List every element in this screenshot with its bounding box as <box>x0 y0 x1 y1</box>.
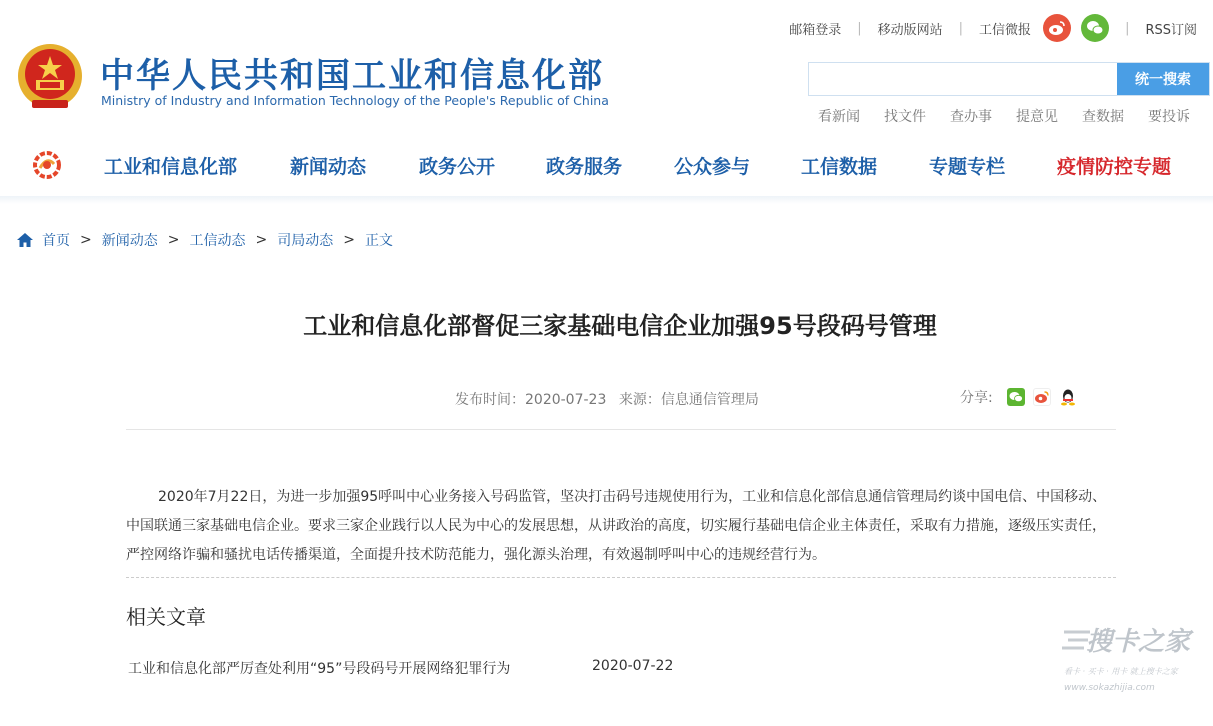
quick-link-news[interactable]: 看新闻 <box>818 109 860 125</box>
rss-link[interactable]: RSS订阅 <box>1145 22 1197 38</box>
breadcrumb-news[interactable]: 新闻动态 <box>101 233 158 249</box>
article-meta <box>455 389 759 409</box>
share-label: 分享: <box>960 390 993 406</box>
breadcrumb-current: 正文 <box>364 233 393 249</box>
breadcrumb-separator: > <box>167 232 180 248</box>
source-value: 信息通信管理局 <box>660 392 759 408</box>
nav-public-participation[interactable]: 公众参与 <box>674 156 751 178</box>
ministry-name-cn: 中华人民共和国工业和信息化部 <box>100 56 604 96</box>
mobile-site-link[interactable]: 移动版网站 <box>877 22 943 38</box>
share-wechat-icon[interactable] <box>1007 388 1025 406</box>
source-label: 来源： <box>618 392 661 408</box>
weibo-news-link[interactable]: 工信微报 <box>979 22 1032 38</box>
watermark-brand: 搜卡之家 <box>1086 627 1191 657</box>
related-article-date: 2020-07-22 <box>592 658 674 674</box>
separator: | <box>857 20 862 36</box>
breadcrumb-separator: > <box>343 232 355 248</box>
breadcrumb <box>16 230 393 250</box>
top-links <box>789 16 1197 40</box>
breadcrumb-home[interactable]: 首页 <box>42 233 70 249</box>
home-icon[interactable] <box>16 232 34 248</box>
watermark-tagline: 看卡 · 买卡 · 用卡 就上搜卡之家 <box>1064 667 1178 676</box>
related-heading: 相关文章 <box>126 605 206 629</box>
article-body: 2020年7月22日，为进一步加强95呼叫中心业务接入号码监管，坚决打击码号违规使用行为，工业和信息化部信息通信管理局约谈中国电信、中国移动、中国联通三家基础电信企业。要求三家企业践行以人民为中心的发展思想，从讲政治的高度，切实履行基础电信企业主体责任，采取有力措施，逐级压实责任，严控网络诈骗和骚扰电话传播渠道，全面提升技术防范能力，强化源头治理，有效遏制呼叫中心的违规经营行为。 <box>126 489 1107 563</box>
separator: | <box>958 20 964 36</box>
national-emblem-logo[interactable] <box>16 42 84 112</box>
share-weibo-icon[interactable] <box>1033 388 1051 406</box>
nav-ministry[interactable]: 工业和信息化部 <box>104 156 238 178</box>
breadcrumb-separator: > <box>255 232 268 248</box>
nav-special-topics[interactable]: 专题专栏 <box>929 156 1006 178</box>
ministry-name-en: Ministry of Industry and Information Technology of the People's Republic of China <box>101 93 609 108</box>
body-divider <box>126 577 1116 578</box>
nav-data[interactable]: 工信数据 <box>801 156 878 178</box>
share-qq-icon[interactable] <box>1059 388 1077 406</box>
breadcrumb-separator: > <box>80 232 92 248</box>
weibo-icon[interactable] <box>1043 14 1071 42</box>
quick-link-data[interactable]: 查数据 <box>1082 109 1124 125</box>
nav-epidemic-topic[interactable]: 疫情防控专题 <box>1057 156 1172 178</box>
share-bar <box>960 387 1077 407</box>
search-box <box>808 62 1210 96</box>
nav-government-affairs[interactable]: 政务公开 <box>419 156 496 178</box>
mail-login-link[interactable]: 邮箱登录 <box>789 22 842 38</box>
wechat-icon[interactable] <box>1081 14 1109 42</box>
quick-links <box>818 106 1190 126</box>
search-input[interactable] <box>809 63 1117 95</box>
title-divider <box>126 429 1116 430</box>
article-title: 工业和信息化部督促三家基础电信企业加强95号段码号管理 <box>303 312 937 340</box>
watermark-url: www.sokazhijia.com <box>1064 683 1155 693</box>
watermark-logo <box>1060 618 1210 698</box>
quick-link-feedback[interactable]: 提意见 <box>1016 109 1058 125</box>
separator: | <box>1125 20 1130 36</box>
main-nav <box>0 138 1213 192</box>
miit-logo-icon[interactable] <box>30 150 64 180</box>
related-article-link[interactable]: 工业和信息化部严厉查处利用“95”号段码号开展网络犯罪行为 <box>128 661 511 677</box>
nav-news[interactable]: 新闻动态 <box>290 156 367 178</box>
nav-government-services[interactable]: 政务服务 <box>546 156 623 178</box>
breadcrumb-miit-news[interactable]: 工信动态 <box>189 233 246 249</box>
unified-search-button[interactable]: 统一搜索 <box>1117 63 1209 95</box>
nav-shadow <box>0 196 1213 204</box>
quick-link-files[interactable]: 找文件 <box>884 109 926 125</box>
publish-date: 2020-07-23 <box>525 392 607 408</box>
publish-label: 发布时间： <box>455 392 525 408</box>
breadcrumb-bureau-news[interactable]: 司局动态 <box>277 233 334 249</box>
quick-link-services[interactable]: 查办事 <box>950 109 992 125</box>
quick-link-complaint[interactable]: 要投诉 <box>1148 109 1190 125</box>
